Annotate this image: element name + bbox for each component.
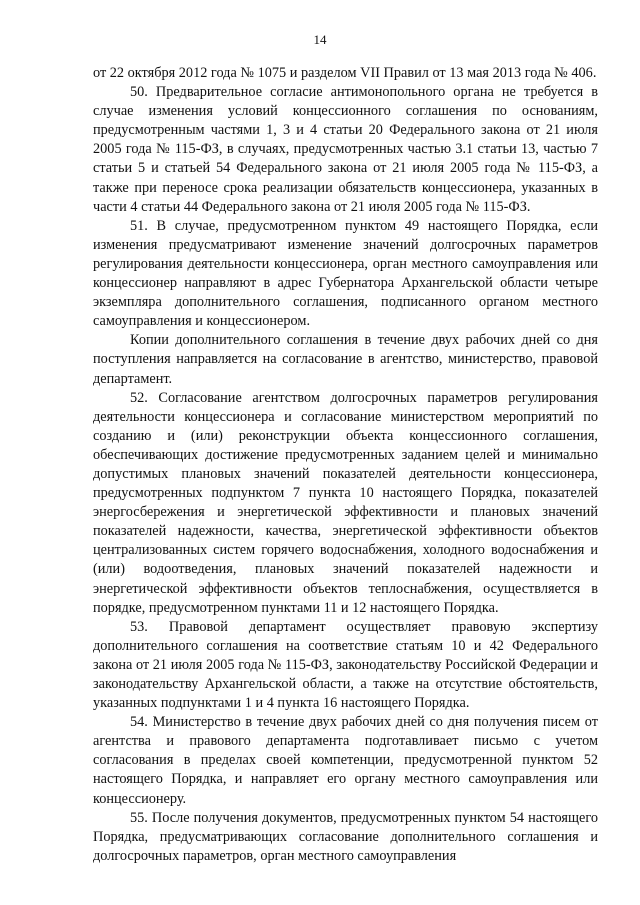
paragraph-item-52: 52. Согласование агентством долгосрочных параметров регулирования деятельности концессионера и согласование министерством мероприятий по созданию и (или) реконструкции объекта концессионного соглашения, обеспечивающих достижение предусмотренных заданием целей и минимально допустимых плановых значений показателей деятельности концессионера, предусмотренных подпунктом 7 пункта 10 настоящего Порядка, показателей энергосбережения и энергетической эффективности и плановых значений показателей надежности, качества, энергетической эффективности объектов централизованных систем горячего водоснабжения, холодного водоснабжения и (или) водоотведения, плановых значений показателей надежности и энергетической эффективности объектов теплоснабжения, осуществляется в порядке, предусмотренном пунктами 11 и 12 настоящего Порядка.	[93, 389, 598, 616]
paragraph-item-53: 53. Правовой департамент осуществляет правовую экспертизу дополнительного соглашения на соответствие статьям 10 и 42 Федерального закона от 21 июля 2005 года № 115-ФЗ, законодательству Российской Федерации и законодательству Архангельской области, а также на отсутствие обстоятельств, указанных подпунктами 1 и 4 пункта 16 настоящего Порядка.	[93, 618, 598, 712]
paragraph-continuation: от 22 октября 2012 года № 1075 и разделом VII Правил от 13 мая 2013 года № 406.	[93, 65, 597, 81]
document-body	[93, 64, 598, 866]
paragraph-item-50: 50. Предварительное согласие антимонопольного органа не требуется в случае изменения условий концессионного соглашения по основаниям, предусмотренным частями 1, 3 и 4 статьи 20 Федерального закона от 21 июля 2005 года № 115-ФЗ, в случаях, предусмотренных частью 3.1 статьи 13, частью 7 статьи 5 и статьей 54 Федерального закона от 21 июля 2005 года № 115-ФЗ, а также при переносе срока реализации обязательств концессионера, указанных в части 4 статьи 44 Федерального закона от 21 июля 2005 года № 115-ФЗ.	[93, 84, 598, 215]
page-number: 14	[313, 32, 327, 47]
paragraph-item-51-copies: Копии дополнительного соглашения в течение двух рабочих дней со дня поступления направляется на согласование в агентство, министерство, правовой департамент.	[93, 332, 598, 387]
paragraph-item-55: 55. После получения документов, предусмотренных пунктом 54 настоящего Порядка, предусматривающих согласование дополнительного соглашения и долгосрочных параметров, орган местного самоуправления	[93, 809, 598, 864]
paragraph-item-51: 51. В случае, предусмотренном пунктом 49 настоящего Порядка, если изменения предусматривают изменение значений долгосрочных параметров регулирования деятельности концессионера, орган местного самоуправления или концессионер направляют в адрес Губернатора Архангельской области четыре экземпляра дополнительного соглашения, подписанного органом местного самоуправления и концессионером.	[93, 217, 598, 330]
paragraph-item-54: 54. Министерство в течение двух рабочих дней со дня получения писем от агентства и правового департамента подготавливает письмо с учетом согласования в пределах своей компетенции, предусмотренной пунктом 52 настоящего Порядка, и направляет его органу местного самоуправления или концессионеру.	[93, 714, 598, 807]
